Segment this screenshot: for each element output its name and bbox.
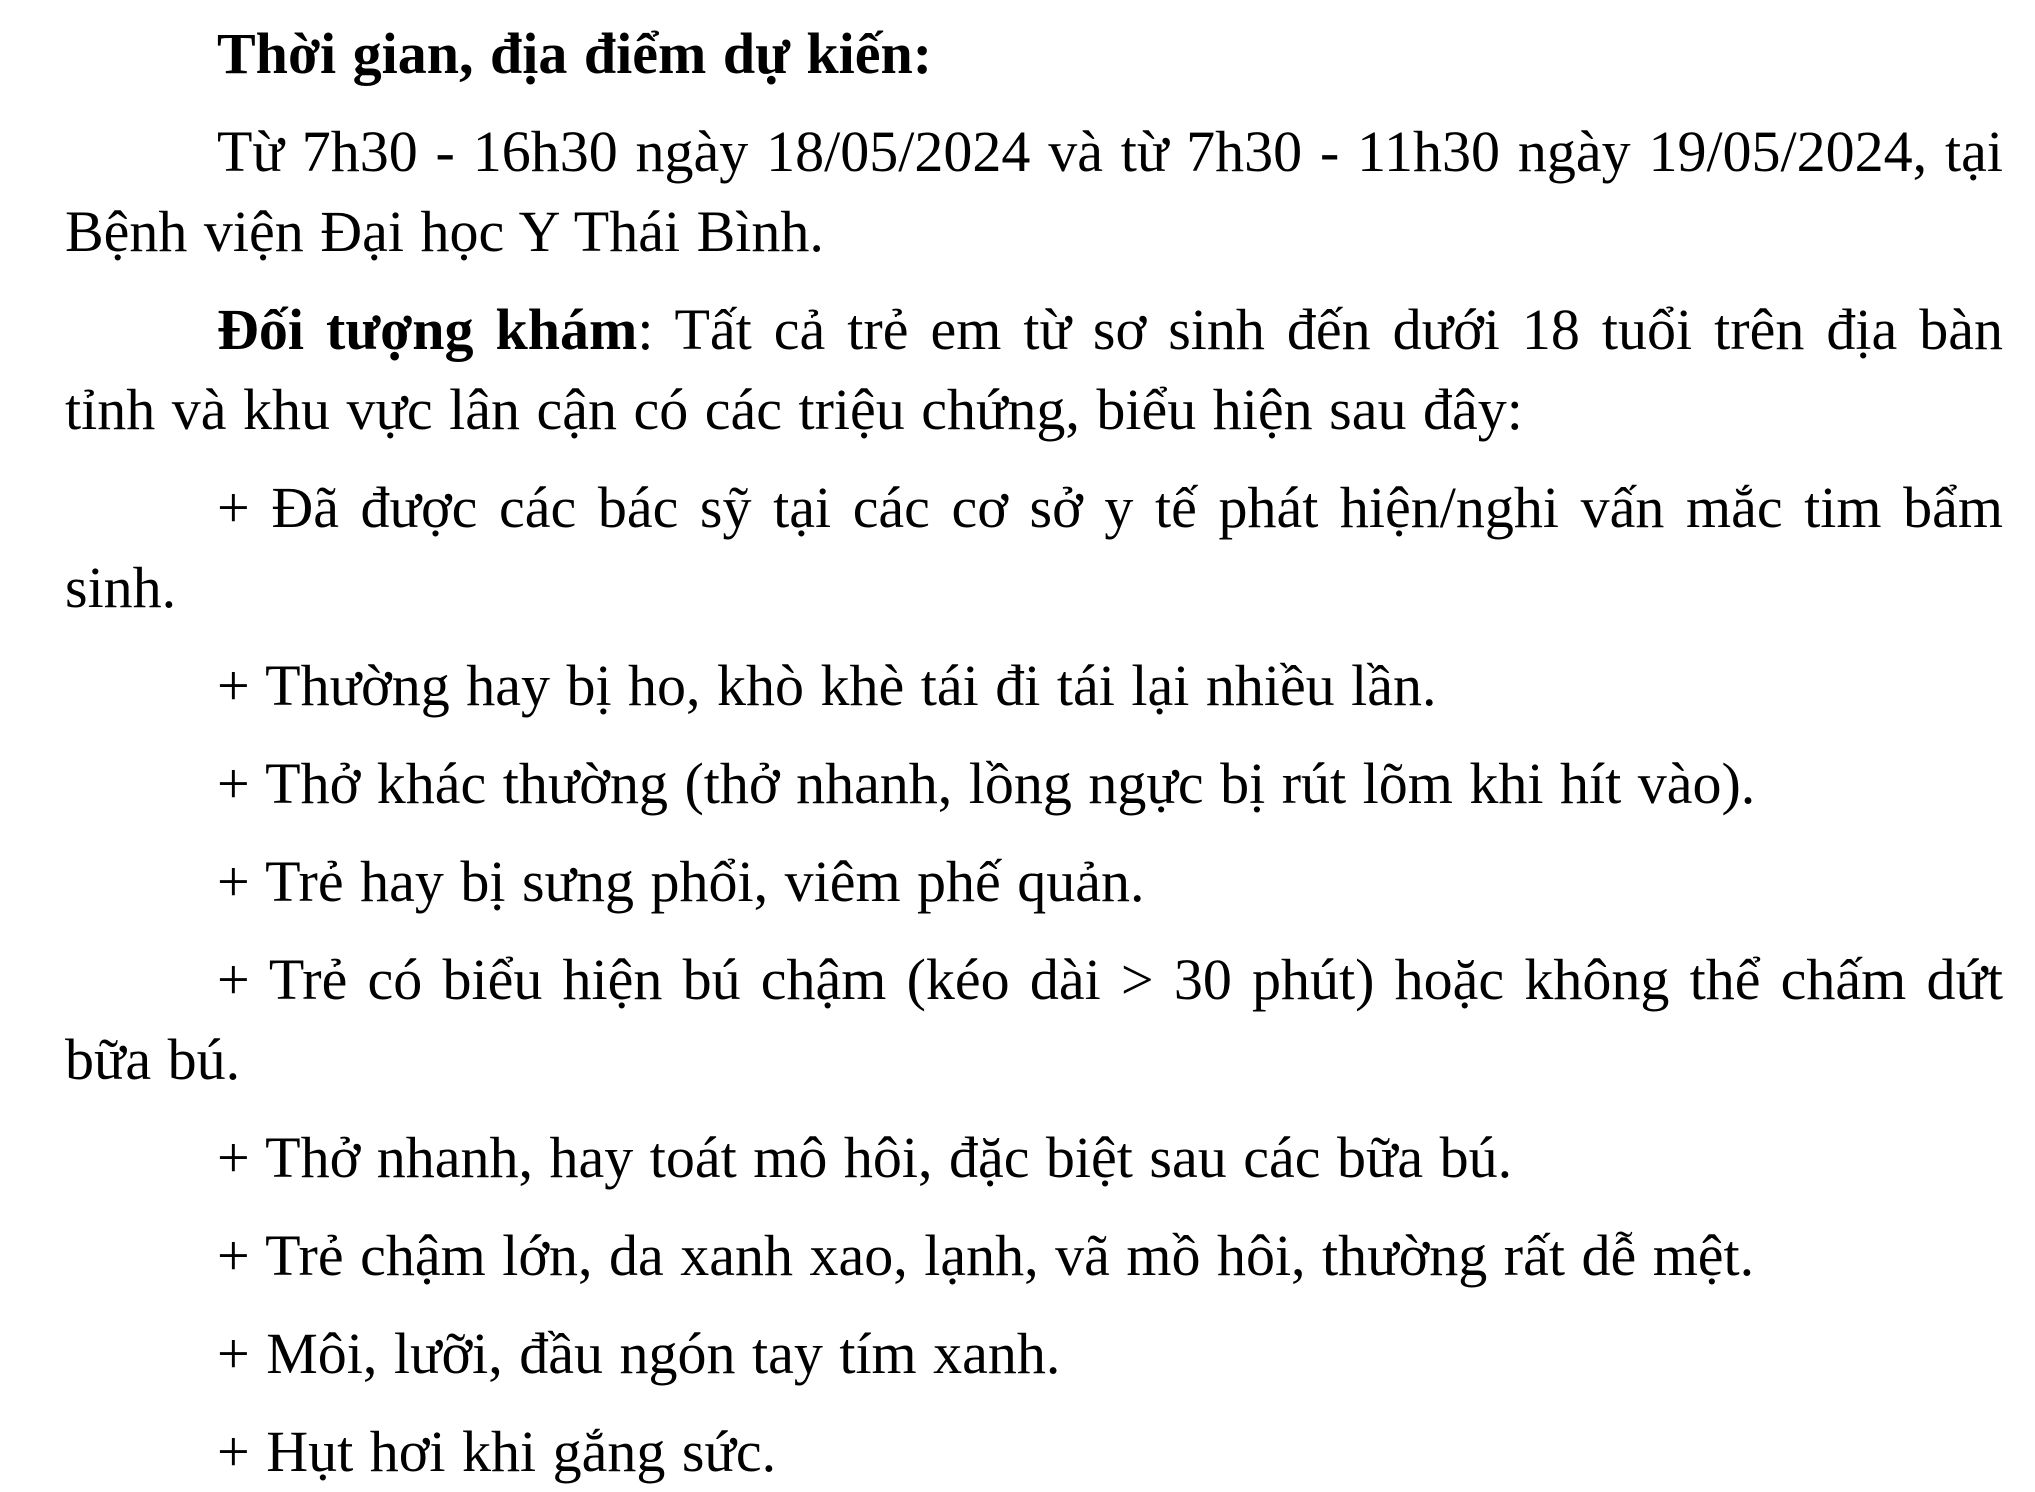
bullet-item-9: + Hụt hơi khi gắng sức. [217,1419,777,1484]
bullet-item-8: + Môi, lưỡi, đầu ngón tay tím xanh. [217,1321,1061,1386]
bullet-item-1: + Đã được các bác sỹ tại các cơ sở y tế phát hiện/nghi vấn mắc tim bẩm sinh. [65,475,2003,620]
bullet-item-2: + Thường hay bị ho, khò khè tái đi tái lại nhiều lần. [217,653,1437,718]
bullet-item-4: + Trẻ hay bị sưng phổi, viêm phế quản. [217,849,1145,914]
bullet-item-6: + Thở nhanh, hay toát mô hôi, đặc biệt sau các bữa bú. [217,1125,1513,1190]
target-audience-label: Đối tượng khám [217,297,638,362]
paragraph-target-audience [65,290,2003,450]
section-heading-time-place: Thời gian, địa điểm dự kiến: [217,21,933,86]
bullet-item-5: + Trẻ có biểu hiện bú chậm (kéo dài > 30 phút) hoặc không thể chấm dứt bữa bú. [65,947,2003,1092]
bullet-item-7: + Trẻ chậm lớn, da xanh xao, lạnh, vã mồ hôi, thường rất dễ mệt. [217,1223,1755,1288]
target-audience-text: : Tất cả trẻ em từ sơ sinh đến dưới 18 tuổi trên địa bàn tỉnh và khu vực lân cận có các triệu chứng, biểu hiện sau đây: [65,297,2003,442]
paragraph-schedule: Từ 7h30 - 16h30 ngày 18/05/2024 và từ 7h30 - 11h30 ngày 19/05/2024, tại Bệnh viện Đại học Y Thái Bình. [65,119,2003,264]
bullet-item-3: + Thở khác thường (thở nhanh, lồng ngực bị rút lõm khi hít vào). [217,751,1756,816]
